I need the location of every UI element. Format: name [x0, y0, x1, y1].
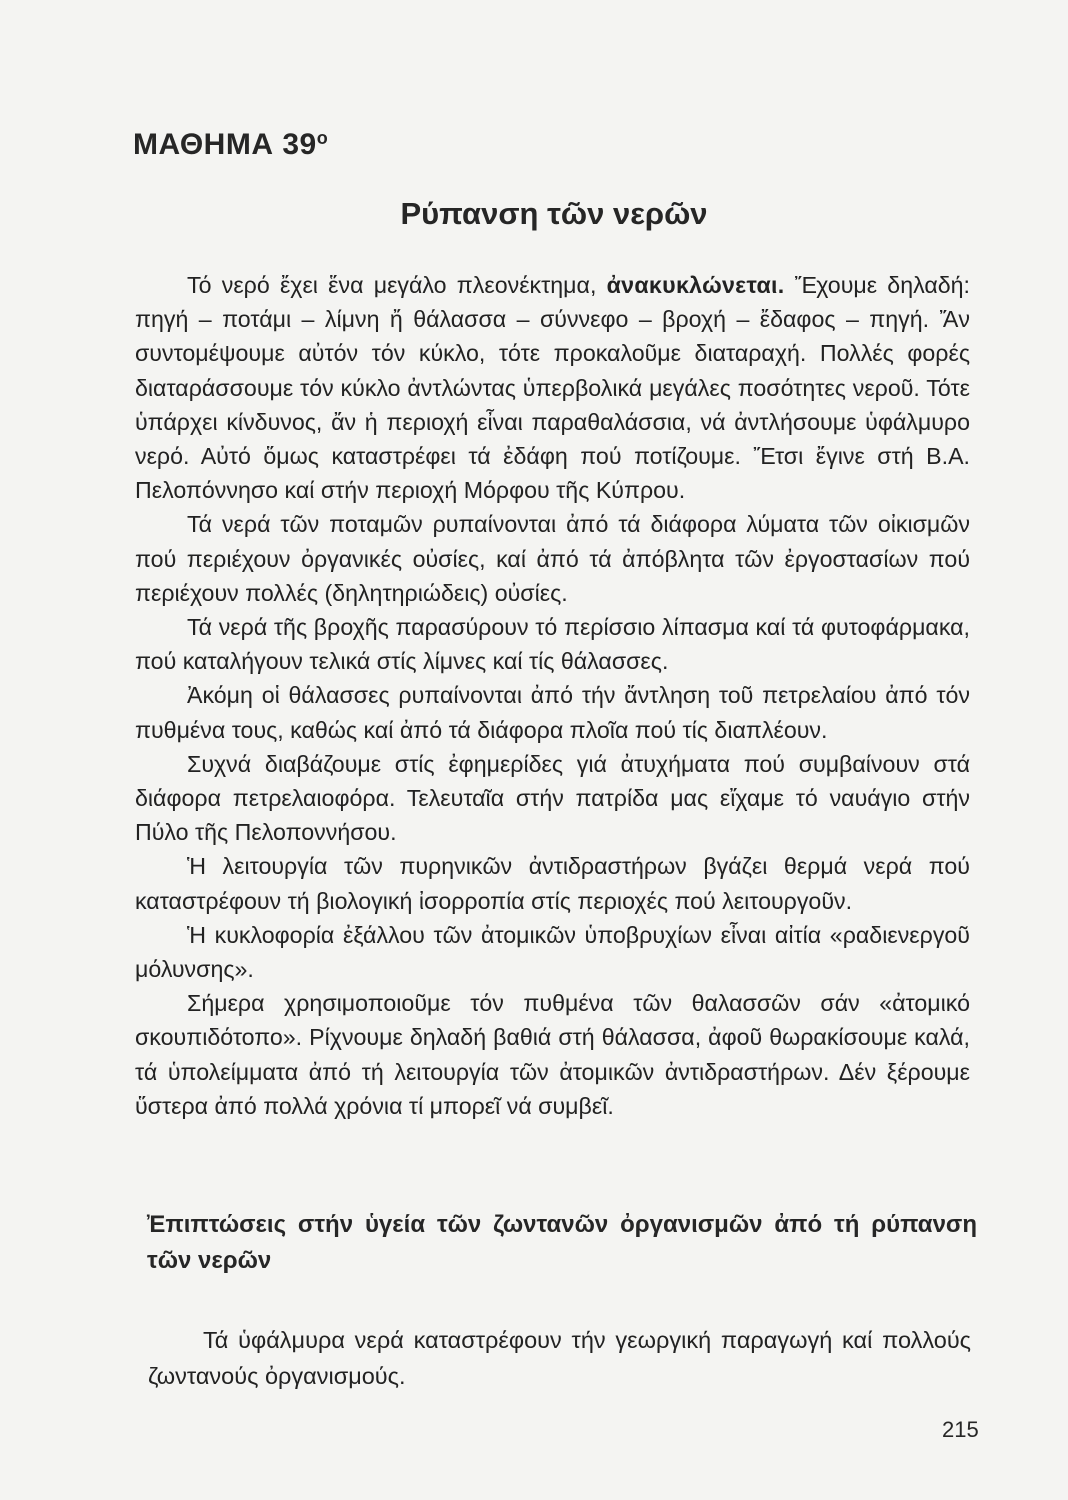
- paragraph-8: Σήμερα χρησιμοποιοῦμε τόν πυθμένα τῶν θαλασσῶν σάν «ἀτομικό σκουπιδότοπο». Ρίχνουμε δηλαδή βαθιά στή θάλασσα, ἀφοῦ θωρακίσουμε καλά, τά ὑπολείμματα ἀπό τή λειτουργία τῶν ἀτομικῶν ἀντιδραστήρων. Δέν ξέρουμε ὕστερα ἀπό πολλά χρόνια τί μπορεῖ νά συμβεῖ.: [135, 990, 970, 1119]
- section-paragraph: Τά ὑφάλμυρα νερά καταστρέφουν τήν γεωργική παραγωγή καί πολλούς ζωντανούς ὀργανισμούς.: [148, 1327, 971, 1389]
- chapter-title: Ρύπανση τῶν νερῶν: [400, 196, 708, 231]
- paragraph-6: Ἡ λειτουργία τῶν πυρηνικῶν ἀντιδραστήρων βγάζει θερμά νερά πού καταστρέφουν τή βιολογική ἰσορροπία στίς περιοχές πού λειτουργοῦν.: [135, 853, 970, 914]
- paragraph-2: Τά νερά τῶν ποταμῶν ρυπαίνονται ἀπό τά διάφορα λύματα τῶν οἰκισμῶν πού περιέχουν ὀργανικές οὐσίες, καί ἀπό τά ἀπόβλητα τῶν ἐργοστασίων πού περιέχουν πολλές (δηλητηριώδεις) οὐσίες.: [135, 511, 970, 606]
- page-number: 215: [942, 1417, 979, 1442]
- body-text: [135, 268, 970, 1123]
- paragraph-7: Ἡ κυκλοφορία ἐξάλλου τῶν ἀτομικῶν ὑποβρυχίων εἶναι αἰτία «ραδιενεργοῦ μόλυνσης».: [135, 921, 970, 983]
- emphasis-recycled: ἀνακυκλώνεται.: [606, 272, 785, 298]
- section-body: [148, 1322, 971, 1394]
- paragraph-1-start: Τό νερό ἔχει ἕνα μεγάλο πλεονέκτημα,: [187, 272, 607, 298]
- section-heading: Ἐπιπτώσεις στήν ὑγεία τῶν ζωντανῶν ὀργανισμῶν ἀπό τή ρύπανση τῶν νερῶν: [147, 1211, 977, 1274]
- paragraph-4: Ἀκόμη οἱ θάλασσες ρυπαίνονται ἀπό τήν ἄντληση τοῦ πετρελαίου ἀπό τόν πυθμένα τους, καθώς καί ἀπό τά διάφορα πλοῖα πού τίς διαπλέουν.: [135, 682, 970, 743]
- lesson-ordinal-superscript: ο: [316, 128, 329, 148]
- paragraph-3: Τά νερά τῆς βροχῆς παρασύρουν τό περίσσιο λίπασμα καί τά φυτοφάρμακα, πού καταλήγουν τελικά στίς λίμνες καί τίς θάλασσες.: [135, 614, 970, 675]
- paragraph-1: [135, 268, 970, 507]
- paragraph-5: Συχνά διαβάζουμε στίς ἐφημερίδες γιά ἀτυχήματα πού συμβαίνουν στά διάφορα πετρελαιοφόρα. Τελευταῖα στήν πατρίδα μας εἴχαμε τό ναυάγιο στήν Πύλο τῆς Πελοποννήσου.: [135, 750, 970, 846]
- lesson-heading: [133, 128, 328, 162]
- paragraph-1-rest: Ἔχουμε δηλαδή: πηγή – ποτάμι – λίμνη ἤ θάλασσα – σύννεφο – βροχή – ἔδαφος – πηγή. Ἄν συντομέψουμε αὐτόν τόν κύκλο, τότε προκαλοῦμε διαταραχή. Πολλές φορές διαταράσσουμε τόν κύκλο ἀντλώντας ὑπερβολικά μεγάλες ποσότητες νεροῦ. Τότε ὑπάρχει κίνδυνος, ἄν ἡ περιοχή εἶναι παραθαλάσσια, νά ἀντλήσουμε ὑφάλμυρο νερό. Αὐτό ὅμως καταστρέφει τά ἐδάφη πού ποτίζουμε. Ἔτσι ἔγινε στή Β.Α. Πελοπόννησο καί στήν περιοχή Μόρφου τῆς Κύπρου.: [135, 272, 970, 504]
- lesson-label: ΜΑΘΗΜΑ 39: [133, 128, 317, 161]
